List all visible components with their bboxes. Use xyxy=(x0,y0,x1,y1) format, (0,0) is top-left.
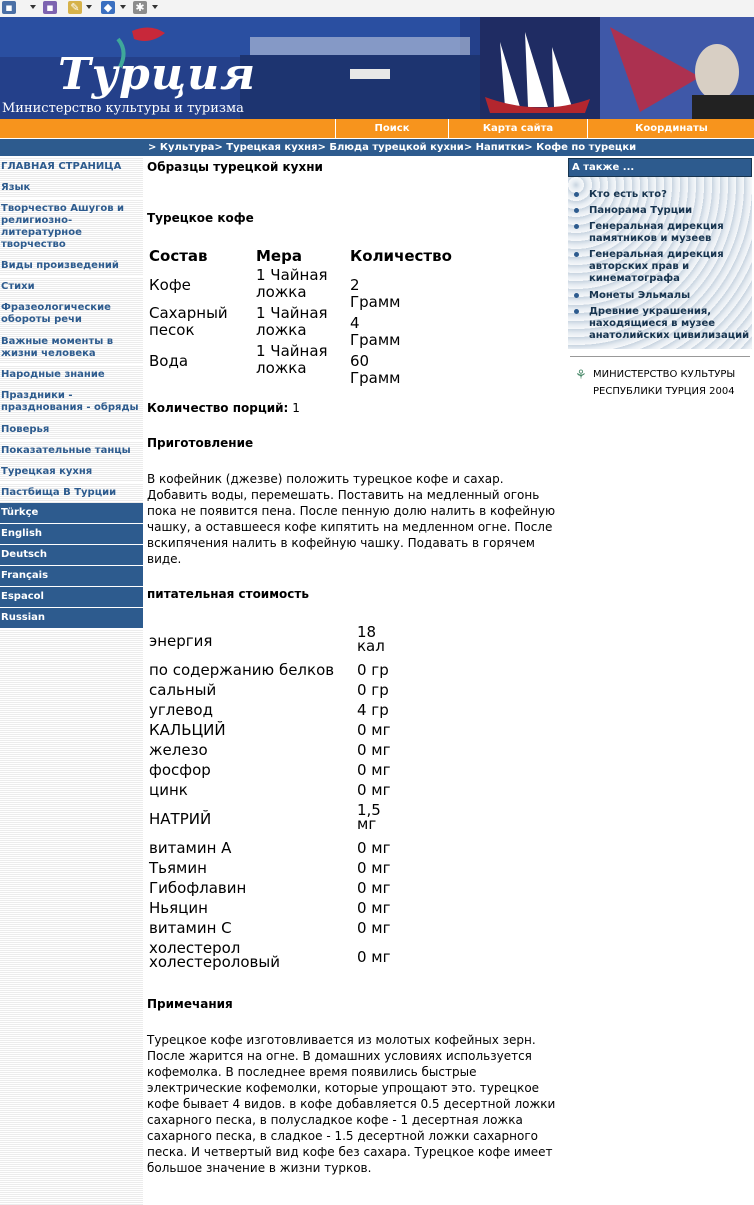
also-item-label: Панорама Турции xyxy=(589,205,693,216)
table-cell: 4 Грамм xyxy=(350,314,401,349)
lang-label: Russian xyxy=(1,612,46,623)
nutrition-value: 0 мг xyxy=(357,839,391,857)
sidebar-item-pastures[interactable] xyxy=(0,483,143,504)
site-banner xyxy=(0,17,754,119)
nutrition-name: витамин С xyxy=(149,919,232,937)
dish-title: Турецкое кофе xyxy=(147,211,254,225)
also-item-label: Генеральная дирекция памятников и музеев xyxy=(589,221,724,244)
also-item-label: Генеральная дирекция авторских прав и кинематографа xyxy=(589,249,724,284)
sidebar-item-dances[interactable] xyxy=(0,441,143,462)
table-cell: Сахарный песок xyxy=(149,304,228,339)
sidebar-item-label: ГЛАВНАЯ СТРАНИЦА xyxy=(1,161,122,172)
nutrition-name: холестерол холестероловый xyxy=(149,939,280,971)
sidebar-item-ashug-art[interactable] xyxy=(0,199,143,256)
portions-value: 1 xyxy=(292,401,300,415)
table-cell: Кофе xyxy=(149,276,191,294)
nutrition-name: НАТРИЙ xyxy=(149,810,212,828)
notes-title: Примечания xyxy=(147,997,233,1011)
nutrition-value: 0 мг xyxy=(357,761,391,779)
copyright-line-1: МИНИСТЕРСТВО КУЛЬТУРЫ xyxy=(593,369,736,380)
also-item-panorama[interactable] xyxy=(572,205,750,217)
table-cell: 1 Чайная ложка xyxy=(256,266,328,301)
portions xyxy=(147,401,300,415)
preparation-text: В кофейник (джезве) положить турецкое кофе и сахар. Добавить воды, перемешать. Поставить на медленный огонь пока не появится пена. После пенную долю налить в кофейную чашку, а оставшееся кофе кипятить на медленном огне. После вскипячения налить в кофейную чашку. Подавать в горячем виде. xyxy=(147,472,556,566)
nutrition-value: 0 мг xyxy=(357,741,391,759)
nutrition-value: 0 мг xyxy=(357,899,391,917)
lang-label: Espacol xyxy=(1,591,44,602)
bullet-icon xyxy=(574,293,579,298)
sidebar-item-label: Важные моменты в жизни человека xyxy=(1,336,114,359)
nutrition-name: Ньяцин xyxy=(149,899,208,917)
sidebar-item-life-moments[interactable] xyxy=(0,332,143,365)
sidebar-item-label: Пастбища В Турции xyxy=(1,487,117,498)
chevron-down-icon[interactable] xyxy=(120,5,126,9)
sidebar-item-label: Язык xyxy=(1,182,31,193)
sidebar-item-language[interactable] xyxy=(0,178,143,199)
lang-label: English xyxy=(1,528,43,539)
nav-contacts[interactable]: Координаты xyxy=(587,119,754,138)
nutrition-value: 0 мг xyxy=(357,781,391,799)
sidebar-item-label: Творчество Ашугов и религиозно-литературное творчество xyxy=(1,203,125,250)
bullet-icon xyxy=(574,309,579,314)
nutrition-value: 0 гр xyxy=(357,661,389,679)
table-cell: 1 Чайная ложка xyxy=(256,342,328,377)
nav-search[interactable]: Поиск xyxy=(335,119,448,138)
nav-sitemap[interactable]: Карта сайта xyxy=(448,119,587,138)
also-item-who-is-who[interactable] xyxy=(572,189,750,201)
nutrition-value: 4 гр xyxy=(357,701,389,719)
bullet-icon xyxy=(574,208,579,213)
notes-text: Турецкое кофе изготовливается из молотых кофейных зерн. После жарится на огне. В домашних условиях используется кофемолка. В последнее время появились быстрые электрические кофемолки, которые упрощают это. турецкое кофе бывает 4 видов. в кофе добавляется 0.5 десертной ложки сахарного песка, в полусладкое кофе - 1 десертная ложка сахарного песка, в сладкое - 1.5 десертной ложки сахарного песка. И четвертый вид кофе без сахара. Турецкое кофе имеет большое значение в жизни турков. xyxy=(147,1033,556,1175)
lang-turkish[interactable] xyxy=(0,503,143,524)
bullet-icon xyxy=(574,252,579,257)
table-cell: 60 Грамм xyxy=(350,352,401,387)
nutrition-name: энергия xyxy=(149,632,213,650)
also-item-coins[interactable] xyxy=(572,290,750,302)
also-title-label: А также ... xyxy=(572,162,635,173)
breadcrumb[interactable]: > Культура> Турецкая кухня> Блюда турецкой кухни> Напитки> Кофе по турецки xyxy=(148,142,637,153)
sidebar-item-home[interactable] xyxy=(0,157,143,178)
nutrition-value: 0 гр xyxy=(357,681,389,699)
shield-icon[interactable]: ◆ xyxy=(101,1,115,14)
lang-spanish[interactable] xyxy=(0,587,143,608)
ministry-title: Министерство культуры и туризма xyxy=(2,101,244,116)
nutrition-name: углевод xyxy=(149,701,213,719)
sidebar-item-label: Стихи xyxy=(1,281,35,292)
chevron-down-icon[interactable] xyxy=(152,5,158,9)
nutrition-title: питательная стоимость xyxy=(147,587,309,601)
nutrition-value: 0 мг xyxy=(357,919,391,937)
nutrition-name: по содержанию белков xyxy=(149,661,335,679)
emblem-icon: ⚘ xyxy=(575,368,587,383)
top-nav xyxy=(0,119,754,138)
save-icon[interactable]: ▪ xyxy=(2,1,16,14)
copyright-line-2: РЕСПУБЛИКИ ТУРЦИЯ 2004 xyxy=(593,386,735,397)
sidebar-item-label: Показательные танцы xyxy=(1,445,131,456)
also-item-label: Древние украшения, находящиеся в музее анатолийских цивилизаций xyxy=(589,306,750,341)
table-cell: Вода xyxy=(149,352,189,370)
chevron-down-icon[interactable] xyxy=(30,5,36,9)
sidebar-item-holidays[interactable] xyxy=(0,386,143,420)
also-item-label: Кто есть кто? xyxy=(589,189,667,200)
bullet-icon xyxy=(574,192,579,197)
nutrition-value: 18 кал xyxy=(357,623,385,655)
lang-french[interactable] xyxy=(0,566,143,587)
bullet-icon xyxy=(574,224,579,229)
lang-german[interactable] xyxy=(0,545,143,566)
nutrition-value: 0 мг xyxy=(357,859,391,877)
site-logo[interactable]: Турция xyxy=(58,49,257,100)
nutrition-value: 0 мг xyxy=(357,721,391,739)
also-title xyxy=(568,158,752,177)
sidebar-item-beliefs[interactable] xyxy=(0,420,143,441)
print-icon[interactable]: ▪ xyxy=(43,1,57,14)
nutrition-name: сальный xyxy=(149,681,217,699)
divider xyxy=(570,356,750,357)
nutrition-value: 0 мг xyxy=(357,948,391,966)
sidebar-item-label: Турецкая кухня xyxy=(1,466,93,477)
also-item-jewelry[interactable] xyxy=(572,306,750,342)
table-cell: 2 Грамм xyxy=(350,276,401,311)
nutrition-name: железо xyxy=(149,741,208,759)
lang-label: Deutsch xyxy=(1,549,47,560)
nutrition-name: Гибофлавин xyxy=(149,879,247,897)
lang-label: Türkçe xyxy=(1,507,39,518)
lang-english[interactable] xyxy=(0,524,143,545)
also-item-monuments[interactable] xyxy=(572,221,750,245)
also-list xyxy=(568,177,752,349)
sidebar-item-cuisine[interactable] xyxy=(0,462,143,483)
sidebar-item-label: Праздники - празднования - обряды xyxy=(1,390,139,413)
sidebar-item-works[interactable] xyxy=(0,256,143,277)
nutrition-name: витамин А xyxy=(149,839,232,857)
also-item-label: Монеты Эльмалы xyxy=(589,290,691,301)
table-cell: 1 Чайная ложка xyxy=(256,304,328,339)
lang-russian[interactable] xyxy=(0,608,143,629)
table-header: Состав xyxy=(149,247,208,265)
copyright xyxy=(593,366,735,400)
sidebar-item-label: Народные знание xyxy=(1,369,105,380)
breadcrumb-bar xyxy=(0,139,754,156)
also-item-copyright[interactable] xyxy=(572,249,750,285)
sidebar xyxy=(0,157,143,1205)
sidebar-item-label: Виды произведений xyxy=(1,260,119,271)
nutrition-name: КАЛЬЦИЙ xyxy=(149,721,226,739)
sidebar-item-poems[interactable] xyxy=(0,277,143,298)
table-header: Количество xyxy=(350,247,452,265)
sidebar-item-phrases[interactable] xyxy=(0,298,143,332)
page-title: Образцы турецкой кухни xyxy=(147,160,323,174)
nutrition-name: фосфор xyxy=(149,761,211,779)
portions-label: Количество порций: xyxy=(147,401,289,415)
chevron-down-icon[interactable] xyxy=(86,5,92,9)
preparation-title: Приготовление xyxy=(147,436,254,450)
lang-label: Français xyxy=(1,570,49,581)
sidebar-item-folk-knowledge[interactable] xyxy=(0,365,143,386)
browser-toolbar xyxy=(0,0,754,18)
table-header: Мера xyxy=(256,247,302,265)
nutrition-value: 0 мг xyxy=(357,879,391,897)
sidebar-item-label: Поверья xyxy=(1,424,50,435)
nutrition-value: 1,5 мг xyxy=(357,801,381,833)
sidebar-item-label: Фразеологические обороты речи xyxy=(1,302,111,325)
gear-icon[interactable]: ✱ xyxy=(133,1,147,14)
nutrition-name: цинк xyxy=(149,781,188,799)
nutrition-name: Тьямин xyxy=(149,859,207,877)
edit-icon[interactable]: ✎ xyxy=(68,1,82,14)
